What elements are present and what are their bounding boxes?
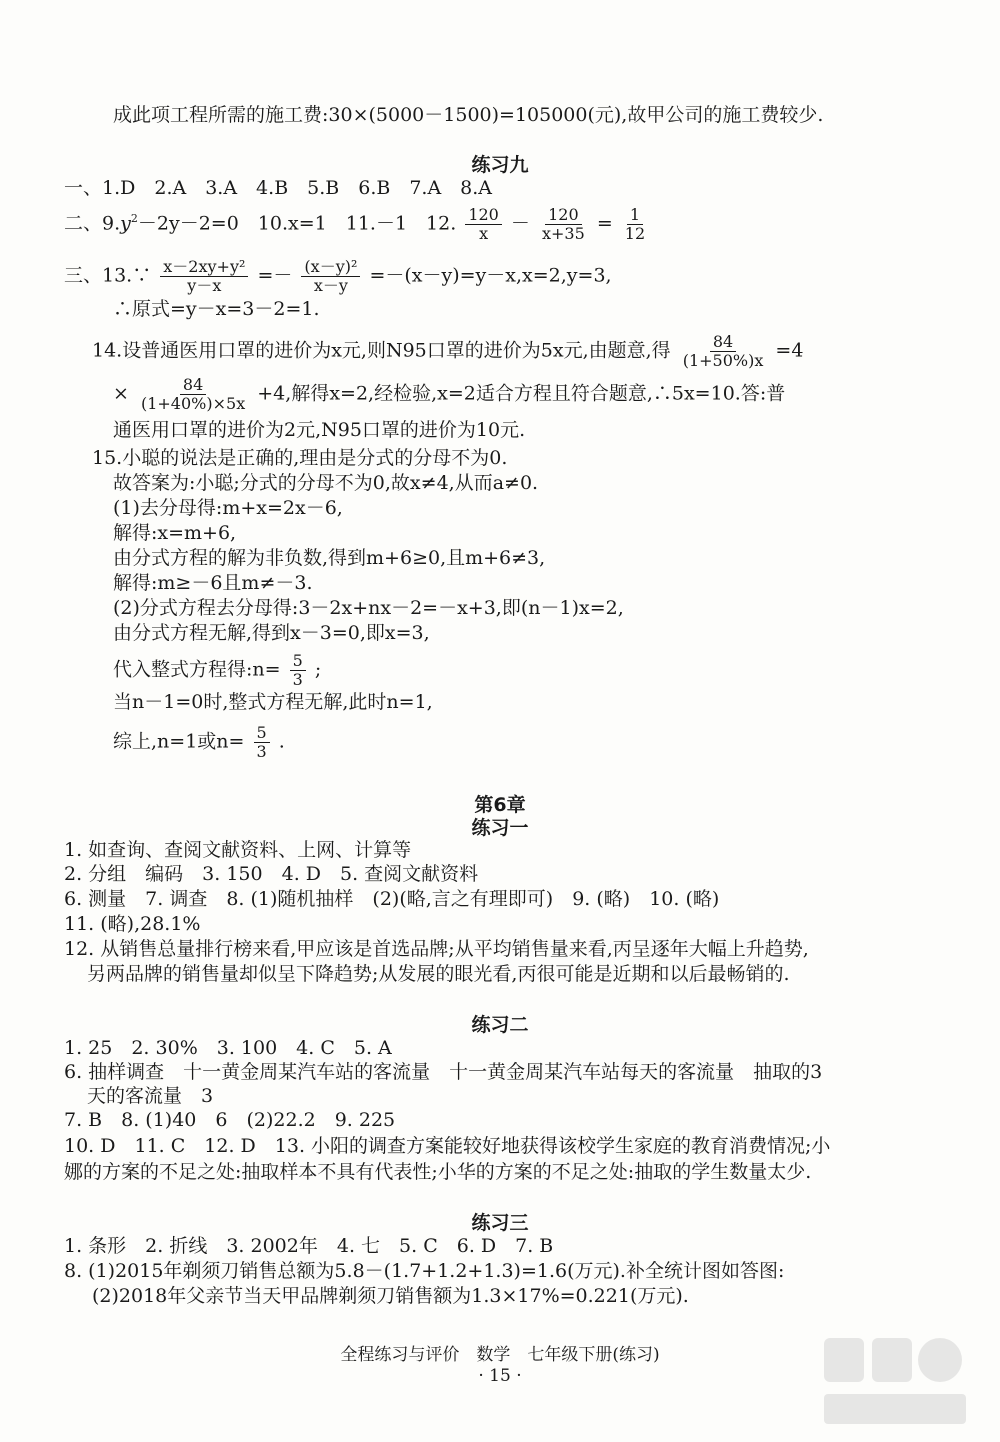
section-heading: 练习九 (471, 154, 529, 176)
section-heading: 练习二 (471, 1014, 529, 1036)
numerator: 1 (627, 206, 643, 225)
chapter-heading: 第6章 (474, 794, 526, 816)
text-line: 2. 分组 编码 3. 150 4. D 5. 查阅文献资料 (64, 863, 479, 885)
numerator: (x－y)² (301, 258, 360, 277)
text-span: 三、13.∵ (64, 264, 152, 287)
numerator: x－2xy+y² (160, 258, 248, 277)
watermark-logo (820, 1332, 970, 1432)
fraction (138, 376, 248, 413)
fraction (290, 652, 306, 689)
fraction (465, 206, 502, 243)
text-span: ; (314, 658, 322, 681)
text-line (64, 258, 612, 295)
denominator: y－x (187, 276, 222, 295)
text-line: 11. (略),28.1% (64, 913, 201, 935)
fraction (254, 724, 270, 761)
text-line: 成此项工程所需的施工费:30×(5000－1500)=105000(元),故甲公司的施工费较少. (113, 104, 824, 126)
text-line: (1)去分母得:m+x=2x－6, (113, 497, 343, 519)
numerator: 120 (545, 206, 582, 225)
text-line (64, 206, 651, 243)
text-line: 1. 25 2. 30% 3. 100 4. C 5. A (64, 1037, 392, 1059)
text-span: . (278, 730, 285, 753)
text-line: 另两品牌的销售量却似呈下降趋势;从发展的眼光看,丙很可能是近期和以后最畅销的. (87, 963, 790, 985)
denominator: x (479, 224, 489, 243)
denominator: (1+50%)x (682, 351, 764, 370)
denominator: x－y (313, 276, 348, 295)
denominator: 12 (624, 224, 646, 243)
watermark-block (824, 1338, 864, 1382)
numerator: 84 (180, 376, 206, 395)
text-line: 10. D 11. C 12. D 13. 小阳的调查方案能较好地获得该校学生家庭的教育消费情况;小 (64, 1135, 831, 1157)
text-span: －2y－2=0 10.x=1 11.－1 12. (137, 212, 457, 235)
text-line: 6. 抽样调查 十一黄金周某汽车站的客流量 十一黄金周某汽车站每天的客流量 抽取的3 (64, 1061, 823, 1083)
watermark-block (872, 1338, 912, 1382)
text-line: 1. 如查询、查阅文献资料、上网、计算等 (64, 839, 412, 861)
text-span: 14.设普通医用口罩的进价为x元,则N95口罩的进价为5x元,由题意,得 (92, 339, 671, 362)
fraction (622, 206, 648, 243)
fraction (301, 258, 360, 295)
numerator: 5 (254, 724, 270, 743)
text-line: 解得:x=m+6, (113, 522, 237, 544)
footer-title: 全程练习与评价 数学 七年级下册(练习) (340, 1345, 660, 1365)
text-span: 综上,n=1或n= (113, 730, 245, 753)
numerator: 120 (465, 206, 502, 225)
text-span: － (510, 212, 530, 235)
text-line: 15.小聪的说法是正确的,理由是分式的分母不为0. (92, 447, 508, 469)
text-span: y (120, 212, 131, 235)
text-span: =－ (257, 264, 293, 287)
text-line (113, 376, 785, 413)
text-line (113, 652, 321, 689)
numerator: 84 (710, 333, 736, 352)
text-span: =4 (775, 339, 804, 362)
denominator: x+35 (541, 224, 585, 243)
text-span: 代入整式方程得:n= (113, 658, 281, 681)
text-line: 7. B 8. (1)40 6 (2)22.2 9. 225 (64, 1109, 396, 1131)
text-line: 6. 测量 7. 调查 8. (1)随机抽样 (2)(略,言之有理即可) 9. (略) 10. (略) (64, 888, 720, 910)
text-span: +4,解得x=2,经检验,x=2适合方程且符合题意,∴5x=10.答:普 (257, 382, 786, 405)
text-line: 由分式方程无解,得到x－3=0,即x=3, (113, 622, 430, 644)
text-span: 2 (130, 212, 138, 226)
section-heading: 练习三 (471, 1212, 529, 1234)
text-span: =－(x－y)=y－x,x=2,y=3, (369, 264, 612, 287)
text-line (113, 724, 285, 761)
text-line: 故答案为:小聪;分式的分母不为0,故x≠4,从而a≠0. (113, 472, 539, 494)
text-line: 娜的方案的不足之处:抽取样本不具有代表性;小华的方案的不足之处:抽取的学生数量太少. (64, 1161, 812, 1183)
text-line: (2)分式方程去分母得:3－2x+nx－2=－x+3,即(n－1)x=2, (113, 597, 624, 619)
watermark-block (918, 1338, 962, 1382)
text-line: (2)2018年父亲节当天甲品牌剃须刀销售额为1.3×17%=0.221(万元). (92, 1285, 689, 1307)
watermark-block (824, 1394, 966, 1424)
text-line: 一、1.D 2.A 3.A 4.B 5.B 6.B 7.A 8.A (64, 177, 493, 199)
text-line: 由分式方程的解为非负数,得到m+6≥0,且m+6≠3, (113, 547, 546, 569)
text-line: 当n－1=0时,整式方程无解,此时n=1, (113, 691, 433, 713)
text-line: 天的客流量 3 (87, 1085, 214, 1107)
text-line: ∴原式=y－x=3－2=1. (113, 298, 320, 320)
text-span: 二、9. (64, 212, 121, 235)
page-number: · 15 · (478, 1366, 522, 1386)
text-line: 1. 条形 2. 折线 3. 2002年 4. 七 5. C 6. D 7. B (64, 1235, 554, 1257)
text-line (92, 333, 803, 370)
text-line: 8. (1)2015年剃须刀销售总额为5.8－(1.7+1.2+1.3)=1.6(万元).补全统计图如答图: (64, 1260, 785, 1282)
denominator: 3 (292, 670, 303, 689)
denominator: (1+40%)×5x (140, 394, 246, 413)
numerator: 5 (290, 652, 306, 671)
text-line: 解得:m≥－6且m≠－3. (113, 572, 313, 594)
text-line: 12. 从销售总量排行榜来看,甲应该是首选品牌;从平均销售量来看,丙呈逐年大幅上升趋势, (64, 938, 809, 960)
text-span: = (596, 212, 613, 235)
fraction (539, 206, 588, 243)
text-line: 通医用口罩的进价为2元,N95口罩的进价为10元. (113, 419, 526, 441)
fraction (680, 333, 767, 370)
section-heading: 练习一 (471, 817, 529, 839)
denominator: 3 (256, 742, 267, 761)
text-span: × (113, 382, 129, 405)
fraction (160, 258, 248, 295)
